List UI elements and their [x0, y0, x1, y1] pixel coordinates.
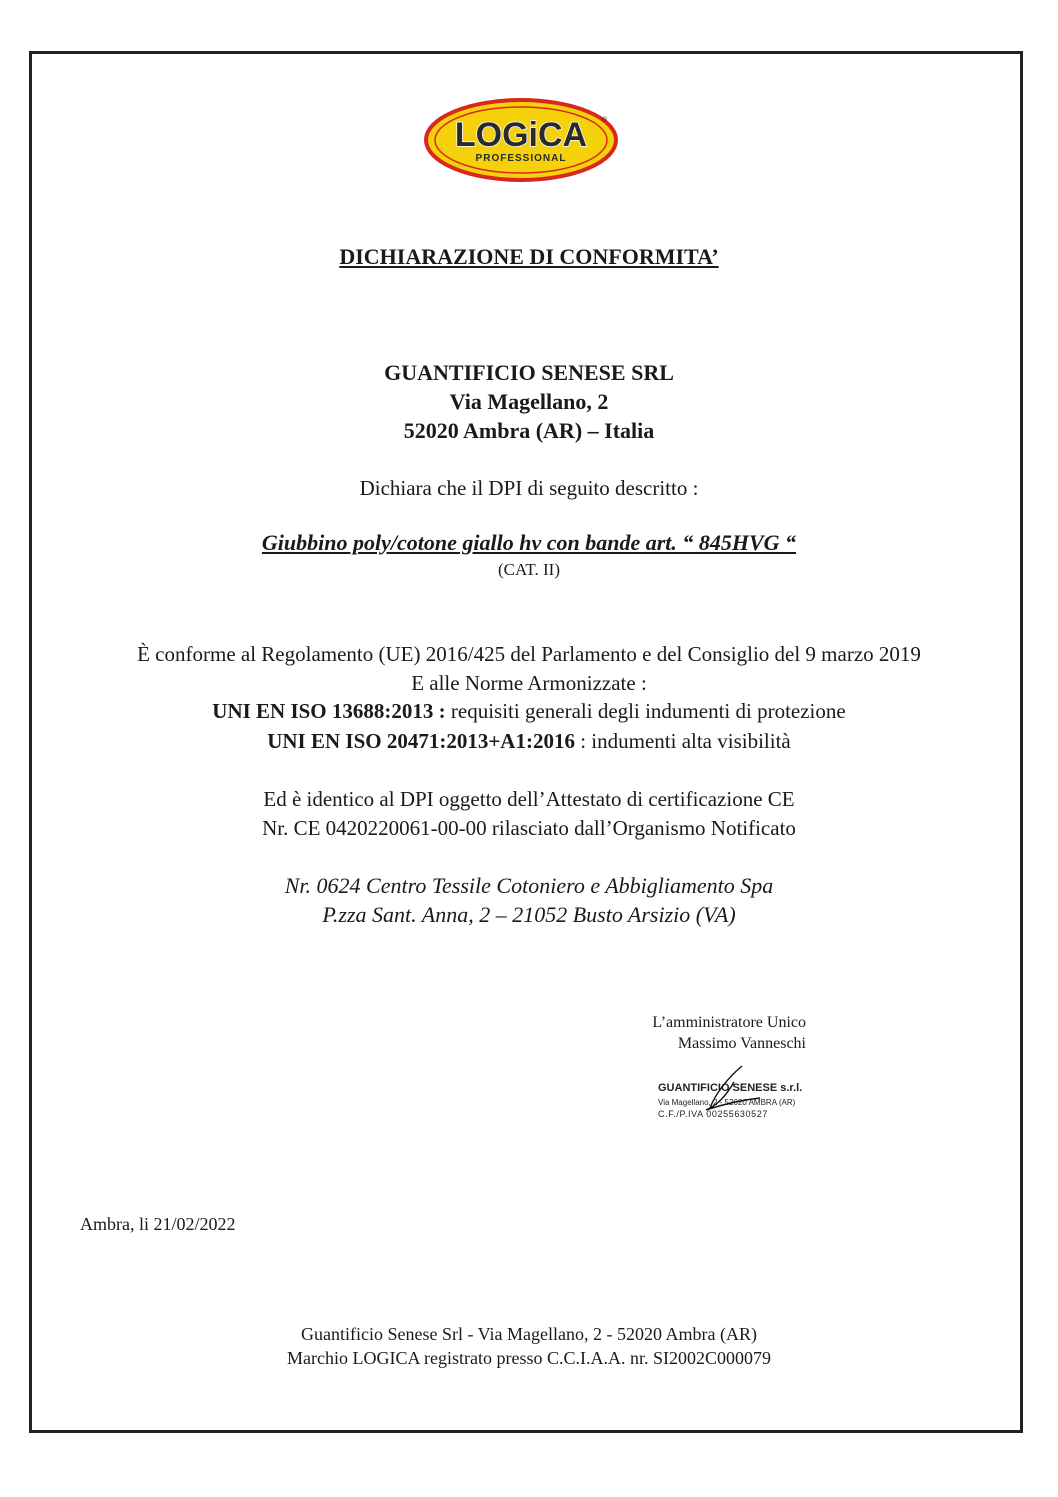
norm-item — [0, 729, 1058, 754]
svg-text:LOGiCA: LOGiCA — [454, 116, 588, 154]
norm-code: UNI EN ISO 20471:2013+A1:2016 — [267, 729, 575, 753]
norm-desc: : indumenti alta visibilità — [574, 729, 791, 753]
company-city: 52020 Ambra (AR) – Italia — [403, 418, 655, 443]
norm-desc: requisiti generali degli indumenti di protezione — [445, 699, 846, 723]
svg-text:C.F./P.IVA 00255630527: C.F./P.IVA 00255630527 — [658, 1109, 768, 1119]
notified-body-name: Nr. 0624 Centro Tessile Cotoniero e Abbigliamento Spa — [284, 873, 774, 898]
signatory-name: Massimo Vanneschi — [677, 1035, 806, 1052]
product-category: (CAT. II) — [498, 560, 560, 579]
certificate-line: Ed è identico al DPI oggetto dell’Attestato di certificazione CE — [263, 787, 795, 811]
declares-text: Dichiara che il DPI di seguito descritto : — [359, 476, 699, 500]
svg-text:®: ® — [602, 117, 608, 124]
svg-text:GUANTIFICIO SENESE s.r.l.: GUANTIFICIO SENESE s.r.l. — [658, 1082, 803, 1094]
place-date: Ambra, li 21/02/2022 — [80, 1214, 236, 1234]
signatory-role: L’amministratore Unico — [652, 1014, 806, 1031]
company-name: GUANTIFICIO SENESE SRL — [384, 360, 674, 385]
logica-logo — [424, 98, 618, 182]
notified-body-address: P.zza Sant. Anna, 2 – 21052 Busto Arsizio (VA) — [322, 902, 736, 927]
footer-address: Guantificio Senese Srl - Via Magellano, 2 - 52020 Ambra (AR) — [301, 1324, 757, 1344]
certificate-number: Nr. CE 0420220061-00-00 rilasciato dall’Organismo Notificato — [262, 816, 796, 840]
norm-code: UNI EN ISO 13688:2013 : — [212, 699, 446, 723]
company-street: Via Magellano, 2 — [449, 389, 609, 414]
document-title: DICHIARAZIONE DI CONFORMITA’ — [339, 244, 719, 269]
regulation-line: È conforme al Regolamento (UE) 2016/425 del Parlamento e del Consiglio del 9 marzo 2019 — [137, 642, 921, 666]
company-stamp-signature — [646, 1062, 818, 1124]
footer-trademark: Marchio LOGICA registrato presso C.C.I.A.A. nr. SI2002C000079 — [287, 1348, 771, 1368]
svg-text:Via Magellano, 2 - 52020 AMBRA: Via Magellano, 2 - 52020 AMBRA (AR) — [658, 1098, 796, 1107]
norm-item — [0, 699, 1058, 724]
svg-text:PROFESSIONAL: PROFESSIONAL — [475, 153, 567, 164]
norms-intro: E alle Norme Armonizzate : — [411, 671, 647, 695]
product-description: Giubbino poly/cotone giallo hv con bande art. “ 845HVG “ — [261, 530, 797, 555]
